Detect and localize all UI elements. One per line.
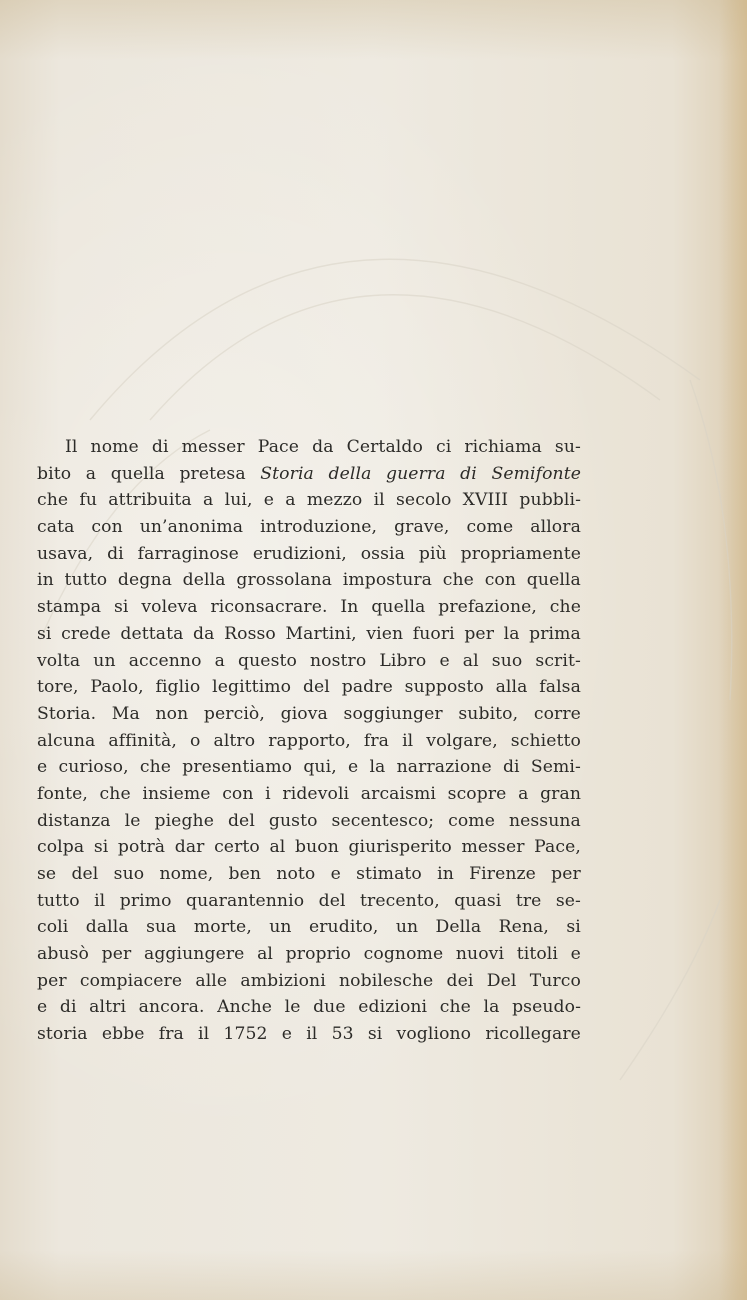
word: per [464,623,495,644]
word: presentiamo [182,757,293,778]
word: erudito, [308,917,379,938]
word: Della [435,917,482,938]
word: curioso, [58,757,129,778]
word: a [214,650,225,671]
word: che [139,757,172,778]
word: noto [276,864,316,884]
word: in [37,570,54,591]
word: che [99,783,131,804]
word: colpa [37,837,85,858]
word: dettata [120,623,184,644]
word: e [439,650,450,671]
word: prefazione, [438,597,537,618]
word: insieme [142,783,211,804]
text-line [37,461,581,488]
word: ambizioni [240,970,326,991]
word: il [402,730,414,751]
text-line [37,434,581,461]
word: legittimo [212,677,292,698]
word: Certaldo [346,437,423,457]
word: proprio [285,944,352,965]
word: lui, [224,490,253,511]
word: grossolana [236,570,332,591]
text-line [37,834,581,861]
word: con [91,517,123,538]
word: quarantennio [186,890,305,911]
text-line [37,968,581,995]
word: voleva [141,597,198,618]
word: il [198,1024,210,1045]
word: prima [529,623,581,644]
word: ossia [360,543,405,564]
italic-word: di [460,463,477,484]
word: a [203,490,214,511]
word: con [222,783,254,804]
text-line [37,674,581,701]
word: del [302,677,330,698]
word: di [151,437,169,457]
word: e [281,1024,293,1045]
text-line [37,941,581,968]
word: e [263,490,275,511]
word: per [37,970,67,991]
word: e [330,864,341,884]
word: giova [280,703,328,724]
word: Anche [217,997,273,1018]
word: subito, [458,703,519,724]
word: che [549,597,581,618]
word: padre [341,677,393,698]
word: e [37,757,48,778]
word: fonte, [37,783,88,804]
word: farraginose [137,543,239,564]
word: un [395,917,419,938]
word: nome [90,437,139,457]
word: Martini, [285,623,357,644]
word: Storia. [37,703,97,724]
word: degna [117,570,172,591]
word: il [94,890,106,911]
word: messer [461,837,525,858]
word: scrit- [535,650,581,671]
word: si [93,837,109,858]
word: cognome [363,944,444,965]
text-line [37,888,581,915]
word: rapporto, [268,730,351,751]
word: accenno [128,650,202,671]
word: per [101,944,132,965]
word: altro [213,730,256,751]
word: dar [174,837,205,858]
word: compiacere [79,970,183,991]
word: buon [294,837,339,858]
word: si [367,1024,383,1045]
word: Pace, [534,837,581,858]
word: secentesco; [331,810,435,831]
word: richiama [464,437,542,457]
word: le [284,997,301,1018]
word: schietto [510,730,581,751]
word: dalla [85,917,129,938]
word: stampa [37,597,102,618]
word: vien [366,623,404,644]
word: arcaismi [360,783,437,804]
word: si [566,917,581,938]
word: dei [446,970,474,991]
word: fra [363,730,390,751]
word: nome, [159,864,214,884]
word: che [37,490,69,511]
word: alle [195,970,228,991]
word: il [373,490,385,511]
word: della [182,570,226,591]
word: e [570,944,581,965]
word: ancora. [138,997,205,1018]
text-line [37,914,581,941]
word: impostura [342,570,433,591]
word: pieghe [154,810,214,831]
word: vogliono [396,1024,472,1045]
word: Semi- [530,757,581,778]
word: gusto [268,810,318,831]
word: stimato [356,864,422,884]
word: in [437,864,454,884]
text-line [37,567,581,594]
word: che [442,570,474,591]
word: la [503,623,520,644]
word: al [257,944,274,965]
word: storia [37,1024,88,1045]
word: un [93,650,116,671]
word: pretesa [179,463,246,484]
text-line [37,594,581,621]
word: da [193,623,215,644]
word: ci [435,437,452,457]
word: edizioni [358,997,428,1018]
word: supposto [404,677,484,698]
word: In [340,597,359,618]
word: di [502,757,520,778]
word: i [265,783,271,804]
word: la [369,757,386,778]
word: 53 [331,1024,354,1045]
text-line [37,648,581,675]
word: fuori [412,623,455,644]
word: se- [555,890,581,911]
word: gran [540,783,581,804]
word: un’anonima [139,517,244,538]
word: Ma [111,703,140,724]
word: fra [158,1024,184,1045]
word: Il [65,437,78,457]
word: ben [228,864,262,884]
word: grave, [394,517,450,538]
word: quella [110,463,165,484]
word: di [59,997,77,1018]
word: trecento, [360,890,440,911]
word: potrà [117,837,166,858]
word: introduzione, [260,517,378,538]
word: certo [214,837,260,858]
word: soggiunger [343,703,443,724]
word: come [448,810,495,831]
word: due [313,997,346,1018]
word: Rosso [224,623,276,644]
word: questo [238,650,297,671]
word: quella [371,597,426,618]
text-line [37,781,581,808]
word: a [85,463,97,484]
word: da [312,437,334,457]
word: quasi [454,890,502,911]
italic-word: Storia [260,463,314,484]
word: bito [37,463,72,484]
word: Firenze [469,864,536,884]
word: se [37,864,57,884]
word: giurisperito [348,837,452,858]
word: Turco [529,970,581,991]
word: XVIII [462,490,509,511]
word: a [285,490,296,511]
word: Libro [379,650,427,671]
word: un [269,917,292,938]
word: titoli [516,944,558,965]
word: tutto [37,890,80,911]
word: al [462,650,479,671]
word: mezzo [306,490,363,511]
body-paragraph [37,434,581,1048]
word: a [518,783,529,804]
word: alcuna [37,730,96,751]
word: del [71,864,99,884]
word: primo [119,890,172,911]
word: per [551,864,581,884]
text-line [37,701,581,728]
word: tre [515,890,542,911]
word: o [189,730,201,751]
word: erudizioni, [252,543,347,564]
word: figlio [155,677,201,698]
word: Pace [257,437,300,457]
word: sua [146,917,177,938]
word: più [418,543,447,564]
word: suo [491,650,523,671]
word: altri [89,997,127,1018]
word: ricollegare [485,1024,581,1045]
word: tore, [37,677,79,698]
text-line [37,1021,581,1048]
word: su- [554,437,581,457]
text-line [37,487,581,514]
word: e [347,757,359,778]
word: la [483,997,500,1018]
word: abusò [37,944,89,965]
word: distanza [37,810,111,831]
word: fu [79,490,98,511]
word: narrazione [396,757,492,778]
italic-word: della [328,463,372,484]
word: riconsacrare. [210,597,328,618]
word: con [484,570,517,591]
word: falsa [539,677,581,698]
word: volgare, [426,730,498,751]
word: 1752 [223,1024,268,1045]
text-line [37,861,581,888]
text-line [37,514,581,541]
word: cata [37,517,75,538]
word: qui, [303,757,337,778]
word: suo [113,864,145,884]
word: tutto [64,570,108,591]
word: nuovi [455,944,505,965]
text-line [37,754,581,781]
word: aggiungere [143,944,245,965]
word: affinità, [108,730,177,751]
word: Paolo, [90,677,144,698]
word: secolo [396,490,452,511]
word: del [318,890,346,911]
word: e [37,997,48,1018]
word: le [124,810,141,831]
word: il [306,1024,318,1045]
word: si [37,623,52,644]
word: che [439,997,471,1018]
word: pseudo- [512,997,581,1018]
word: come [466,517,514,538]
text-line [37,541,581,568]
word: volta [37,650,81,671]
word: pubbli- [519,490,581,511]
word: attribuita [108,490,192,511]
word: al [269,837,286,858]
text-line [37,728,581,755]
word: Rena, [498,917,549,938]
text-line [37,994,581,1021]
word: propriamente [460,543,581,564]
italic-word: guerra [386,463,446,484]
word: corre [533,703,581,724]
text-line [37,808,581,835]
word: nobilesche [339,970,434,991]
word: di [107,543,124,564]
word: si [113,597,129,618]
word: ebbe [101,1024,145,1045]
word: ridevoli [282,783,350,804]
word: allora [530,517,581,538]
word: coli [37,917,69,938]
word: perciò, [203,703,265,724]
word: usava, [37,543,94,564]
text-line [37,621,581,648]
word: del [227,810,255,831]
word: Del [486,970,517,991]
word: nessuna [508,810,581,831]
word: messer [181,437,245,457]
word: alla [495,677,528,698]
word: morte, [193,917,252,938]
word: non [155,703,189,724]
word: crede [61,623,111,644]
word: nostro [310,650,367,671]
word: scopre [447,783,507,804]
italic-word: Semifonte [491,463,581,484]
word: quella [526,570,581,591]
